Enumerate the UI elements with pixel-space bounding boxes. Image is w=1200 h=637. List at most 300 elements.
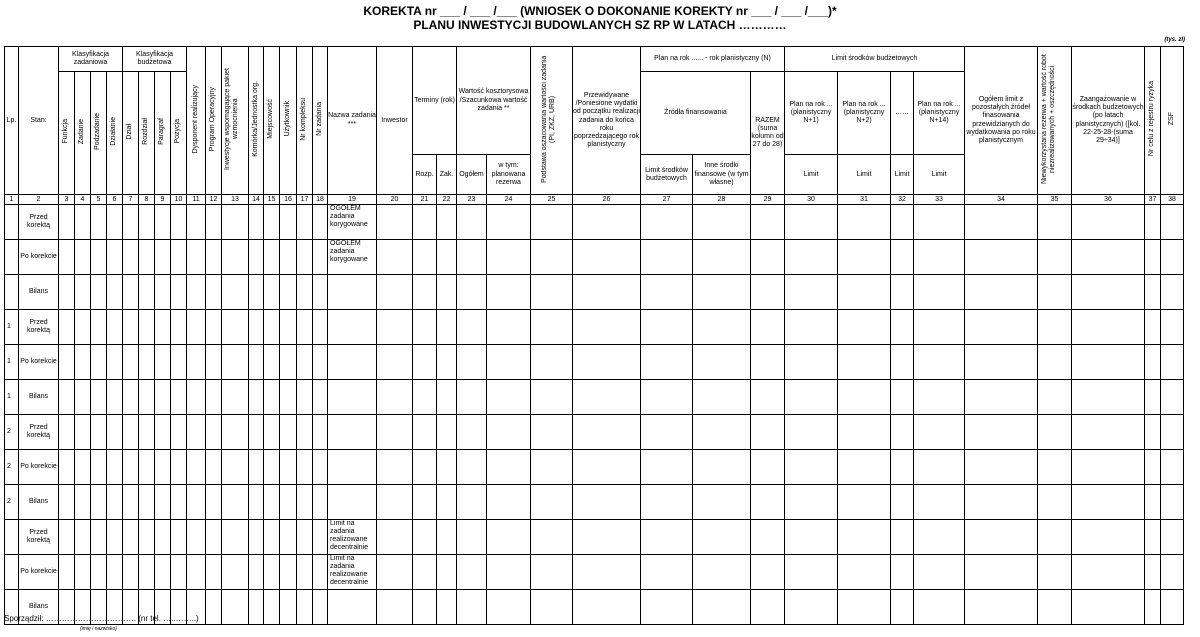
table-cell[interactable]	[206, 520, 222, 555]
table-cell[interactable]	[139, 450, 155, 485]
table-cell[interactable]	[457, 520, 487, 555]
table-cell[interactable]	[249, 450, 264, 485]
table-cell[interactable]	[1038, 415, 1072, 450]
table-cell[interactable]	[457, 590, 487, 625]
table-cell[interactable]	[891, 450, 914, 485]
table-cell[interactable]	[914, 205, 965, 240]
table-cell[interactable]	[413, 520, 437, 555]
table-cell[interactable]	[1072, 275, 1145, 310]
table-cell[interactable]	[1161, 555, 1184, 590]
row-stan-cell[interactable]: Bilans	[19, 485, 59, 520]
table-cell[interactable]	[155, 450, 171, 485]
table-cell[interactable]	[531, 415, 573, 450]
table-cell[interactable]	[171, 450, 187, 485]
row-nazwa-cell[interactable]	[328, 380, 377, 415]
table-cell[interactable]	[1072, 590, 1145, 625]
table-cell[interactable]	[1145, 555, 1161, 590]
table-cell[interactable]	[280, 240, 297, 275]
table-cell[interactable]	[297, 590, 313, 625]
table-cell[interactable]	[377, 205, 413, 240]
table-cell[interactable]	[123, 205, 139, 240]
table-cell[interactable]	[838, 485, 891, 520]
table-cell[interactable]	[1038, 345, 1072, 380]
table-cell[interactable]	[155, 205, 171, 240]
row-lp-cell[interactable]: 1	[5, 380, 19, 415]
table-cell[interactable]	[297, 240, 313, 275]
table-cell[interactable]	[573, 590, 641, 625]
table-cell[interactable]	[249, 555, 264, 590]
table-cell[interactable]	[206, 380, 222, 415]
table-cell[interactable]	[751, 275, 785, 310]
table-cell[interactable]	[838, 310, 891, 345]
table-cell[interactable]	[91, 450, 107, 485]
table-cell[interactable]	[59, 275, 75, 310]
table-cell[interactable]	[965, 415, 1038, 450]
table-cell[interactable]	[171, 345, 187, 380]
table-cell[interactable]	[313, 205, 328, 240]
table-cell[interactable]	[280, 450, 297, 485]
table-cell[interactable]	[206, 240, 222, 275]
table-cell[interactable]	[206, 345, 222, 380]
table-cell[interactable]	[1145, 450, 1161, 485]
table-cell[interactable]	[91, 520, 107, 555]
table-cell[interactable]	[313, 415, 328, 450]
table-cell[interactable]	[91, 485, 107, 520]
table-cell[interactable]	[838, 345, 891, 380]
table-cell[interactable]	[171, 555, 187, 590]
table-cell[interactable]	[785, 205, 838, 240]
table-cell[interactable]	[413, 275, 437, 310]
row-stan-cell[interactable]: Bilans	[19, 590, 59, 625]
table-cell[interactable]	[91, 380, 107, 415]
table-cell[interactable]	[1145, 205, 1161, 240]
table-cell[interactable]	[914, 485, 965, 520]
table-cell[interactable]	[313, 590, 328, 625]
table-cell[interactable]	[107, 415, 123, 450]
table-cell[interactable]	[297, 380, 313, 415]
table-cell[interactable]	[139, 345, 155, 380]
table-cell[interactable]	[187, 450, 206, 485]
table-cell[interactable]	[297, 275, 313, 310]
table-cell[interactable]	[377, 275, 413, 310]
table-cell[interactable]	[965, 240, 1038, 275]
table-cell[interactable]	[891, 275, 914, 310]
table-cell[interactable]	[751, 485, 785, 520]
table-cell[interactable]	[641, 520, 693, 555]
table-cell[interactable]	[965, 485, 1038, 520]
table-cell[interactable]	[573, 240, 641, 275]
table-cell[interactable]	[1145, 590, 1161, 625]
table-cell[interactable]	[531, 450, 573, 485]
table-cell[interactable]	[59, 415, 75, 450]
table-cell[interactable]	[187, 240, 206, 275]
table-cell[interactable]	[641, 555, 693, 590]
table-cell[interactable]	[123, 415, 139, 450]
table-cell[interactable]	[297, 450, 313, 485]
table-cell[interactable]	[222, 415, 249, 450]
table-cell[interactable]	[280, 275, 297, 310]
table-cell[interactable]	[59, 520, 75, 555]
table-cell[interactable]	[641, 310, 693, 345]
table-cell[interactable]	[139, 415, 155, 450]
table-cell[interactable]	[914, 555, 965, 590]
table-cell[interactable]	[297, 520, 313, 555]
table-cell[interactable]	[107, 345, 123, 380]
row-lp-cell[interactable]: 1	[5, 310, 19, 345]
table-cell[interactable]	[487, 310, 531, 345]
table-cell[interactable]	[187, 310, 206, 345]
table-cell[interactable]	[751, 415, 785, 450]
table-cell[interactable]	[1038, 240, 1072, 275]
row-lp-cell[interactable]	[5, 205, 19, 240]
table-cell[interactable]	[297, 415, 313, 450]
table-cell[interactable]	[155, 275, 171, 310]
table-cell[interactable]	[187, 485, 206, 520]
table-cell[interactable]	[531, 345, 573, 380]
table-cell[interactable]	[171, 275, 187, 310]
table-cell[interactable]	[914, 380, 965, 415]
table-cell[interactable]	[222, 520, 249, 555]
table-cell[interactable]	[838, 450, 891, 485]
table-cell[interactable]	[1145, 415, 1161, 450]
table-cell[interactable]	[1161, 520, 1184, 555]
table-cell[interactable]	[206, 485, 222, 520]
table-cell[interactable]	[187, 380, 206, 415]
table-cell[interactable]	[891, 310, 914, 345]
table-cell[interactable]	[377, 485, 413, 520]
table-cell[interactable]	[313, 240, 328, 275]
table-cell[interactable]	[75, 310, 91, 345]
table-cell[interactable]	[107, 380, 123, 415]
table-cell[interactable]	[641, 485, 693, 520]
table-cell[interactable]	[531, 590, 573, 625]
table-cell[interactable]	[785, 415, 838, 450]
table-cell[interactable]	[280, 555, 297, 590]
table-cell[interactable]	[123, 345, 139, 380]
table-cell[interactable]	[264, 310, 280, 345]
table-cell[interactable]	[1038, 310, 1072, 345]
row-lp-cell[interactable]: 1	[5, 345, 19, 380]
table-cell[interactable]	[297, 205, 313, 240]
table-cell[interactable]	[1161, 485, 1184, 520]
table-cell[interactable]	[531, 205, 573, 240]
table-cell[interactable]	[139, 380, 155, 415]
table-cell[interactable]	[249, 415, 264, 450]
table-cell[interactable]	[531, 520, 573, 555]
table-cell[interactable]	[171, 205, 187, 240]
table-cell[interactable]	[155, 485, 171, 520]
table-cell[interactable]	[437, 485, 457, 520]
table-cell[interactable]	[413, 590, 437, 625]
row-lp-cell[interactable]: 2	[5, 485, 19, 520]
table-cell[interactable]	[171, 240, 187, 275]
table-cell[interactable]	[965, 450, 1038, 485]
table-cell[interactable]	[297, 555, 313, 590]
table-cell[interactable]	[59, 240, 75, 275]
row-nazwa-cell[interactable]	[328, 275, 377, 310]
table-cell[interactable]	[641, 345, 693, 380]
table-cell[interactable]	[313, 380, 328, 415]
table-cell[interactable]	[693, 450, 751, 485]
table-cell[interactable]	[313, 275, 328, 310]
table-cell[interactable]	[641, 590, 693, 625]
table-cell[interactable]	[487, 520, 531, 555]
table-cell[interactable]	[1161, 345, 1184, 380]
row-stan-cell[interactable]: Przed korektą	[19, 520, 59, 555]
table-cell[interactable]	[413, 415, 437, 450]
table-cell[interactable]	[264, 520, 280, 555]
table-cell[interactable]	[487, 275, 531, 310]
table-cell[interactable]	[641, 205, 693, 240]
table-cell[interactable]	[914, 450, 965, 485]
table-cell[interactable]	[413, 310, 437, 345]
table-cell[interactable]	[531, 380, 573, 415]
table-cell[interactable]	[487, 205, 531, 240]
table-cell[interactable]	[139, 485, 155, 520]
table-cell[interactable]	[531, 310, 573, 345]
row-stan-cell[interactable]: Przed korektą	[19, 205, 59, 240]
table-cell[interactable]	[107, 555, 123, 590]
table-cell[interactable]	[222, 240, 249, 275]
table-cell[interactable]	[437, 310, 457, 345]
row-stan-cell[interactable]: Przed korektą	[19, 415, 59, 450]
table-cell[interactable]	[107, 520, 123, 555]
table-cell[interactable]	[1072, 415, 1145, 450]
table-cell[interactable]	[222, 310, 249, 345]
table-cell[interactable]	[75, 415, 91, 450]
table-cell[interactable]	[139, 555, 155, 590]
table-cell[interactable]	[313, 520, 328, 555]
table-cell[interactable]	[155, 240, 171, 275]
table-cell[interactable]	[155, 520, 171, 555]
table-cell[interactable]	[914, 240, 965, 275]
table-cell[interactable]	[1072, 240, 1145, 275]
table-cell[interactable]	[377, 590, 413, 625]
table-cell[interactable]	[280, 520, 297, 555]
table-cell[interactable]	[413, 380, 437, 415]
table-cell[interactable]	[155, 310, 171, 345]
table-cell[interactable]	[914, 520, 965, 555]
table-cell[interactable]	[914, 415, 965, 450]
table-cell[interactable]	[693, 555, 751, 590]
table-cell[interactable]	[280, 205, 297, 240]
table-cell[interactable]	[641, 450, 693, 485]
table-cell[interactable]	[171, 380, 187, 415]
table-cell[interactable]	[457, 240, 487, 275]
table-cell[interactable]	[965, 345, 1038, 380]
table-cell[interactable]	[75, 520, 91, 555]
table-cell[interactable]	[693, 275, 751, 310]
row-stan-cell[interactable]: Po korekcie	[19, 345, 59, 380]
row-nazwa-cell[interactable]	[328, 345, 377, 380]
table-cell[interactable]	[838, 380, 891, 415]
table-cell[interactable]	[573, 485, 641, 520]
table-cell[interactable]	[751, 450, 785, 485]
table-cell[interactable]	[1072, 310, 1145, 345]
table-cell[interactable]	[751, 240, 785, 275]
row-stan-cell[interactable]: Po korekcie	[19, 240, 59, 275]
table-cell[interactable]	[222, 485, 249, 520]
table-cell[interactable]	[457, 310, 487, 345]
table-cell[interactable]	[264, 275, 280, 310]
table-cell[interactable]	[487, 415, 531, 450]
table-cell[interactable]	[91, 205, 107, 240]
table-cell[interactable]	[249, 310, 264, 345]
table-cell[interactable]	[187, 415, 206, 450]
table-cell[interactable]	[280, 380, 297, 415]
row-stan-cell[interactable]: Po korekcie	[19, 450, 59, 485]
table-cell[interactable]	[965, 275, 1038, 310]
row-lp-cell[interactable]	[5, 555, 19, 590]
table-cell[interactable]	[75, 380, 91, 415]
table-cell[interactable]	[965, 555, 1038, 590]
row-nazwa-cell[interactable]	[328, 415, 377, 450]
table-cell[interactable]	[171, 415, 187, 450]
table-cell[interactable]	[965, 380, 1038, 415]
table-cell[interactable]	[457, 555, 487, 590]
table-cell[interactable]	[457, 345, 487, 380]
table-cell[interactable]	[123, 380, 139, 415]
table-cell[interactable]	[838, 590, 891, 625]
table-cell[interactable]	[222, 555, 249, 590]
table-cell[interactable]	[751, 555, 785, 590]
row-lp-cell[interactable]: 2	[5, 450, 19, 485]
table-cell[interactable]	[785, 520, 838, 555]
table-cell[interactable]	[171, 310, 187, 345]
table-cell[interactable]	[264, 555, 280, 590]
table-cell[interactable]	[313, 450, 328, 485]
table-cell[interactable]	[1038, 590, 1072, 625]
table-cell[interactable]	[222, 590, 249, 625]
table-cell[interactable]	[1145, 380, 1161, 415]
table-cell[interactable]	[187, 275, 206, 310]
table-cell[interactable]	[59, 380, 75, 415]
table-cell[interactable]	[206, 590, 222, 625]
table-cell[interactable]	[1038, 555, 1072, 590]
table-cell[interactable]	[413, 555, 437, 590]
table-cell[interactable]	[914, 345, 965, 380]
table-cell[interactable]	[91, 555, 107, 590]
table-cell[interactable]	[785, 485, 838, 520]
table-cell[interactable]	[264, 240, 280, 275]
table-cell[interactable]	[1038, 485, 1072, 520]
row-stan-cell[interactable]: Bilans	[19, 380, 59, 415]
table-cell[interactable]	[573, 345, 641, 380]
table-cell[interactable]	[297, 310, 313, 345]
row-nazwa-cell[interactable]	[328, 450, 377, 485]
table-cell[interactable]	[59, 450, 75, 485]
table-cell[interactable]	[693, 520, 751, 555]
table-cell[interactable]	[206, 450, 222, 485]
table-cell[interactable]	[457, 415, 487, 450]
table-cell[interactable]	[531, 485, 573, 520]
table-cell[interactable]	[641, 275, 693, 310]
table-cell[interactable]	[123, 450, 139, 485]
table-cell[interactable]	[222, 205, 249, 240]
table-cell[interactable]	[249, 275, 264, 310]
table-cell[interactable]	[313, 485, 328, 520]
table-cell[interactable]	[264, 345, 280, 380]
table-cell[interactable]	[457, 450, 487, 485]
table-cell[interactable]	[573, 415, 641, 450]
table-cell[interactable]	[1161, 450, 1184, 485]
table-cell[interactable]	[693, 485, 751, 520]
table-cell[interactable]	[437, 380, 457, 415]
table-cell[interactable]	[1145, 240, 1161, 275]
table-cell[interactable]	[91, 310, 107, 345]
table-cell[interactable]	[264, 450, 280, 485]
table-cell[interactable]	[413, 240, 437, 275]
table-cell[interactable]	[891, 205, 914, 240]
row-nazwa-cell[interactable]: Limit na zadania realizowane decentralnie	[328, 555, 377, 590]
table-cell[interactable]	[1038, 520, 1072, 555]
table-cell[interactable]	[206, 310, 222, 345]
table-cell[interactable]	[573, 380, 641, 415]
table-cell[interactable]	[206, 205, 222, 240]
table-cell[interactable]	[838, 275, 891, 310]
table-cell[interactable]	[1161, 205, 1184, 240]
table-cell[interactable]	[377, 345, 413, 380]
table-cell[interactable]	[187, 520, 206, 555]
table-cell[interactable]	[1161, 240, 1184, 275]
table-cell[interactable]	[1161, 590, 1184, 625]
table-cell[interactable]	[222, 380, 249, 415]
table-cell[interactable]	[249, 520, 264, 555]
table-cell[interactable]	[573, 450, 641, 485]
table-cell[interactable]	[249, 590, 264, 625]
row-nazwa-cell[interactable]	[328, 485, 377, 520]
table-cell[interactable]	[457, 205, 487, 240]
table-cell[interactable]	[75, 240, 91, 275]
table-cell[interactable]	[123, 310, 139, 345]
table-cell[interactable]	[891, 240, 914, 275]
table-cell[interactable]	[123, 555, 139, 590]
table-cell[interactable]	[785, 275, 838, 310]
table-cell[interactable]	[187, 205, 206, 240]
table-cell[interactable]	[1145, 275, 1161, 310]
table-cell[interactable]	[531, 555, 573, 590]
table-cell[interactable]	[280, 345, 297, 380]
table-cell[interactable]	[693, 380, 751, 415]
table-cell[interactable]	[107, 275, 123, 310]
table-cell[interactable]	[297, 485, 313, 520]
table-cell[interactable]	[965, 520, 1038, 555]
table-cell[interactable]	[437, 205, 457, 240]
table-cell[interactable]	[437, 555, 457, 590]
table-cell[interactable]	[693, 205, 751, 240]
table-cell[interactable]	[91, 275, 107, 310]
table-cell[interactable]	[249, 485, 264, 520]
table-cell[interactable]	[155, 380, 171, 415]
table-cell[interactable]	[437, 415, 457, 450]
table-cell[interactable]	[187, 345, 206, 380]
table-cell[interactable]	[531, 240, 573, 275]
table-cell[interactable]	[75, 485, 91, 520]
table-cell[interactable]	[377, 380, 413, 415]
table-cell[interactable]	[751, 205, 785, 240]
table-cell[interactable]	[139, 205, 155, 240]
table-cell[interactable]	[1145, 520, 1161, 555]
table-cell[interactable]	[891, 555, 914, 590]
table-cell[interactable]	[487, 450, 531, 485]
table-cell[interactable]	[313, 345, 328, 380]
row-nazwa-cell[interactable]: Limit na zadania realizowane decentralnie	[328, 520, 377, 555]
table-cell[interactable]	[222, 275, 249, 310]
table-cell[interactable]	[91, 415, 107, 450]
table-cell[interactable]	[1038, 450, 1072, 485]
table-cell[interactable]	[107, 485, 123, 520]
table-cell[interactable]	[693, 310, 751, 345]
